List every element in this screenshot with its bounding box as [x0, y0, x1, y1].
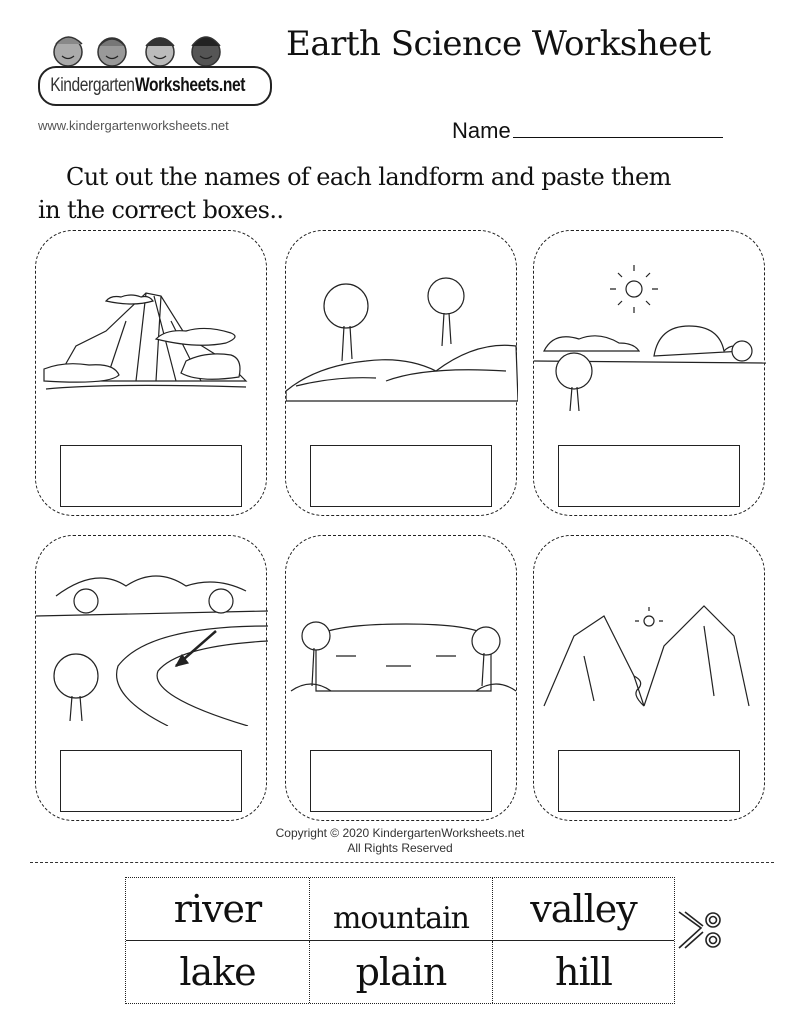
landform-card-river	[35, 535, 267, 821]
word-card-valley[interactable]: valley	[493, 878, 674, 941]
mountain-picture-icon	[36, 251, 268, 421]
cut-line	[30, 862, 774, 863]
valley-picture-icon	[534, 556, 766, 726]
answer-box[interactable]	[60, 750, 242, 812]
page-title: Earth Science Worksheet	[286, 24, 711, 64]
answer-box[interactable]	[310, 445, 492, 507]
landform-card-plain	[533, 230, 765, 516]
logo-banner	[38, 66, 272, 106]
answer-box[interactable]	[558, 750, 740, 812]
answer-box[interactable]	[60, 445, 242, 507]
word-card-lake[interactable]: lake	[126, 941, 310, 1003]
landform-card-valley	[533, 535, 765, 821]
instructions-line2: in the correct boxes..	[38, 196, 284, 224]
logo-text-part2: Worksheets.net	[135, 75, 246, 96]
word-card-river[interactable]: river	[126, 878, 310, 941]
word-card-mountain[interactable]: mountain	[310, 878, 493, 941]
hill-picture-icon	[286, 251, 518, 421]
plain-picture-icon	[534, 251, 766, 421]
name-line[interactable]	[513, 119, 723, 138]
landform-card-lake	[285, 535, 517, 821]
river-picture-icon	[36, 556, 268, 726]
copyright-line1: Copyright © 2020 KindergartenWorksheets.net	[275, 826, 525, 840]
instructions-line1: Cut out the names of each landform and paste them	[66, 163, 671, 191]
word-card-plain[interactable]: plain	[310, 941, 493, 1003]
logo-url: www.kindergartenworksheets.net	[38, 118, 229, 133]
word-card-hill[interactable]: hill	[555, 950, 612, 994]
copyright	[200, 826, 600, 856]
landform-card-hill	[285, 230, 517, 516]
name-label: Name	[452, 118, 511, 143]
answer-box[interactable]	[558, 445, 740, 507]
copyright-line2: All Rights Reserved	[347, 841, 453, 855]
logo-text-part1: Kindergarten	[49, 75, 135, 96]
landform-card-mountain	[35, 230, 267, 516]
name-field[interactable]	[452, 118, 723, 144]
word-bank	[125, 877, 675, 1004]
answer-box[interactable]	[310, 750, 492, 812]
lake-picture-icon	[286, 556, 518, 726]
scissors-icon	[677, 908, 725, 952]
